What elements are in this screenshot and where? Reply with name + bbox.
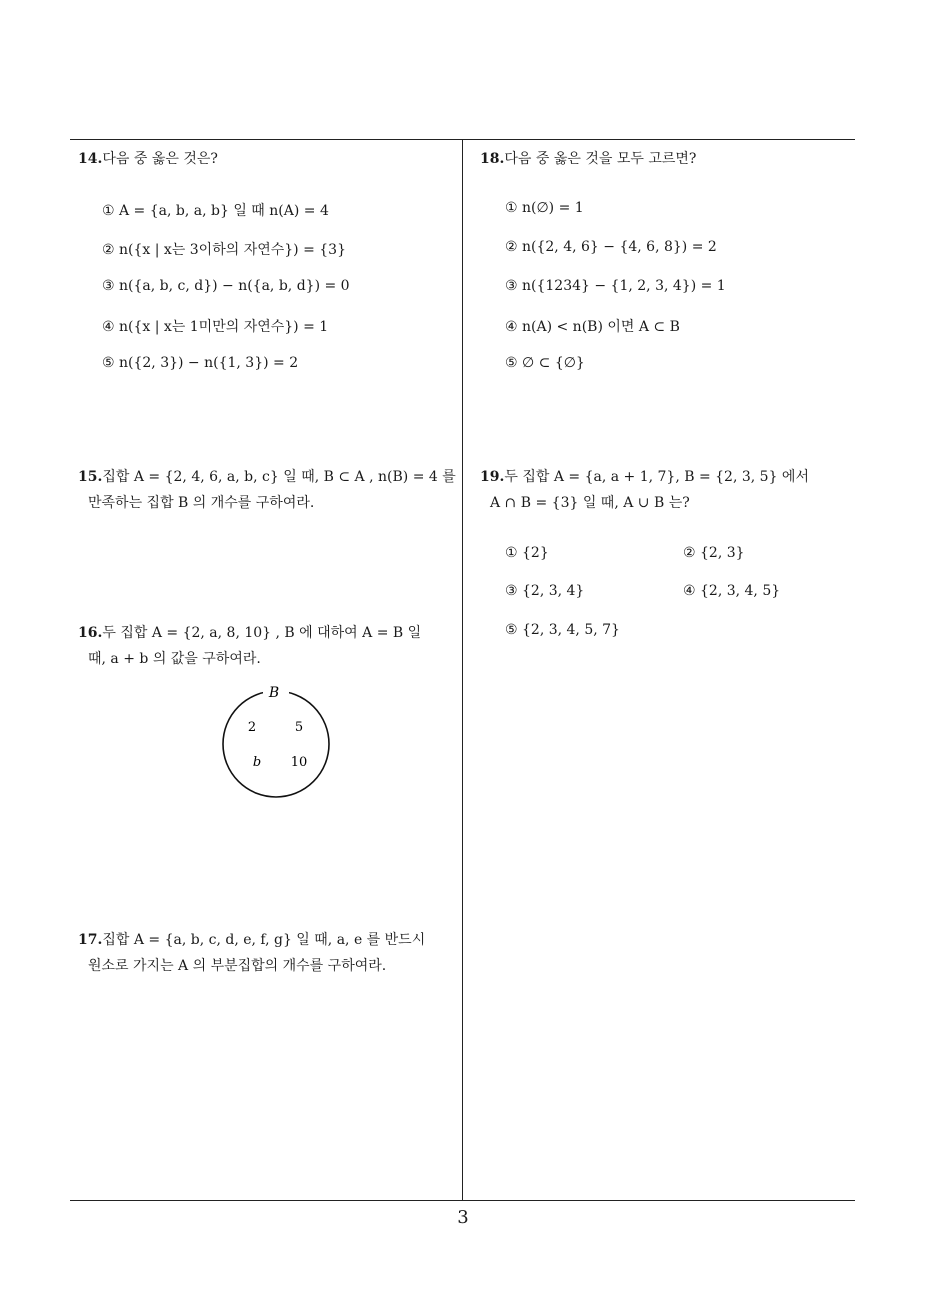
question-16 bbox=[78, 620, 458, 672]
q19-choice-3[interactable]: ③ {2, 3, 4} bbox=[505, 583, 585, 599]
set-element-3: b bbox=[252, 755, 262, 770]
question-text-line-1: 두 집합 A = {2, a, 8, 10} , B 에 대하여 A = B 일 bbox=[102, 625, 422, 641]
question-text: 다음 중 옳은 것은? bbox=[102, 151, 218, 167]
set-diagram bbox=[210, 682, 340, 804]
q18-choice-1[interactable]: ① n(∅) = 1 bbox=[505, 200, 584, 216]
question-17 bbox=[78, 927, 458, 979]
question-15 bbox=[78, 464, 458, 516]
page-number: 3 bbox=[457, 1207, 469, 1228]
set-element-1: 2 bbox=[247, 720, 257, 735]
bottom-rule bbox=[70, 1200, 855, 1201]
question-number: 17. bbox=[78, 932, 103, 948]
q19-choice-5[interactable]: ⑤ {2, 3, 4, 5, 7} bbox=[505, 622, 620, 638]
question-number: 14. bbox=[78, 151, 103, 167]
q19-choice-2[interactable]: ② {2, 3} bbox=[683, 545, 745, 561]
question-text-line-2: 만족하는 집합 B 의 개수를 구하여라. bbox=[88, 495, 315, 511]
q18-choice-4[interactable]: ④ n(A) < n(B) 이면 A ⊂ B bbox=[505, 319, 680, 335]
question-text-line-2: 원소로 가지는 A 의 부분집합의 개수를 구하여라. bbox=[88, 958, 387, 974]
q14-choice-5[interactable]: ⑤ n({2, 3}) − n({1, 3}) = 2 bbox=[102, 355, 299, 371]
question-number: 18. bbox=[480, 151, 505, 167]
q19-choice-1[interactable]: ① {2} bbox=[505, 545, 549, 561]
question-18 bbox=[480, 146, 852, 172]
set-circle bbox=[223, 691, 329, 797]
question-text-line-1: 두 집합 A = {a, a + 1, 7}, B = {2, 3, 5} 에서 bbox=[504, 469, 809, 485]
question-number: 19. bbox=[480, 469, 505, 485]
question-text-line-1: 집합 A = {2, 4, 6, a, b, c} 일 때, B ⊂ A , n(B) = 4 를 bbox=[102, 469, 456, 485]
q18-choice-3[interactable]: ③ n({1234} − {1, 2, 3, 4}) = 1 bbox=[505, 278, 726, 294]
set-label: B bbox=[268, 685, 280, 701]
q14-choice-1[interactable]: ① A = {a, b, a, b} 일 때 n(A) = 4 bbox=[102, 203, 329, 219]
q14-choice-2[interactable]: ② n({x | x는 3이하의 자연수}) = {3} bbox=[102, 242, 346, 258]
set-element-2: 5 bbox=[294, 720, 304, 735]
q14-choice-3[interactable]: ③ n({a, b, c, d}) − n({a, b, d}) = 0 bbox=[102, 278, 350, 294]
q14-choice-4[interactable]: ④ n({x | x는 1미만의 자연수}) = 1 bbox=[102, 319, 329, 335]
question-text: 다음 중 옳은 것을 모두 고르면? bbox=[504, 151, 697, 167]
set-element-4: 10 bbox=[290, 755, 308, 770]
q18-choice-5[interactable]: ⑤ ∅ ⊂ {∅} bbox=[505, 355, 585, 371]
question-text-line-1: 집합 A = {a, b, c, d, e, f, g} 일 때, a, e 를 반드시 bbox=[102, 932, 426, 948]
question-14 bbox=[78, 146, 458, 172]
question-text-line-2: 때, a + b 의 값을 구하여라. bbox=[88, 651, 261, 667]
q18-choice-2[interactable]: ② n({2, 4, 6} − {4, 6, 8}) = 2 bbox=[505, 239, 717, 255]
q19-choice-4[interactable]: ④ {2, 3, 4, 5} bbox=[683, 583, 781, 599]
question-text-line-2: A ∩ B = {3} 일 때, A ∪ B 는? bbox=[490, 495, 690, 511]
question-number: 16. bbox=[78, 625, 103, 641]
column-divider bbox=[462, 139, 463, 1201]
question-number: 15. bbox=[78, 469, 103, 485]
question-19 bbox=[480, 464, 852, 516]
